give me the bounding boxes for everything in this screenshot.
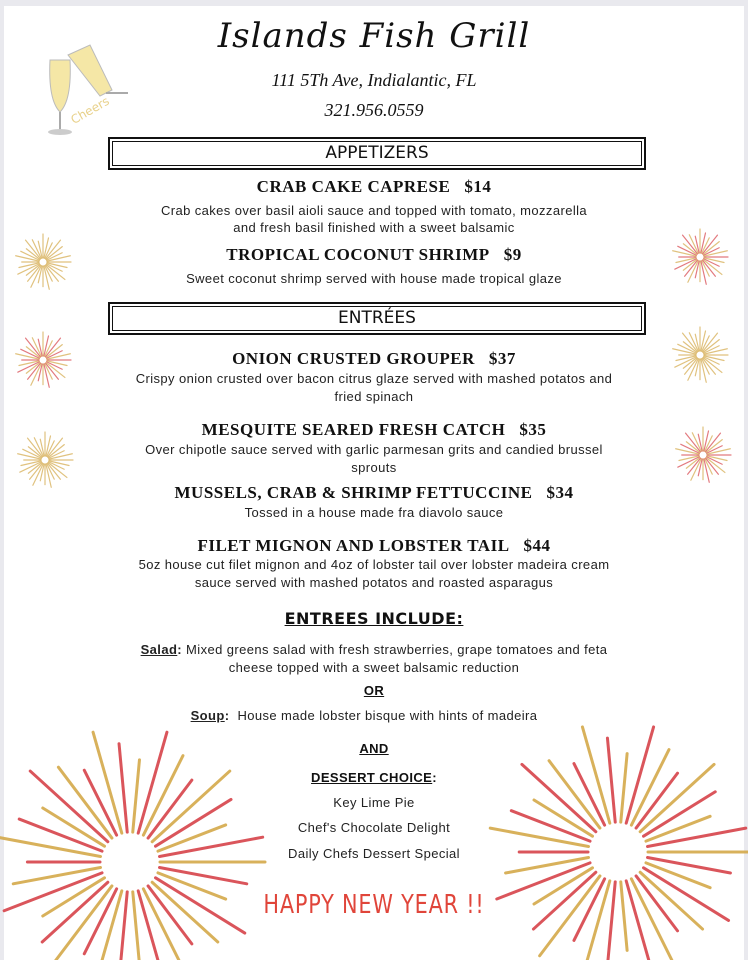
item-name: FILET MIGNON AND LOBSTER TAIL xyxy=(197,536,510,555)
item-price: $34 xyxy=(546,483,574,502)
item-name: MESQUITE SEARED FRESH CATCH xyxy=(201,420,506,439)
dessert-item: Daily Chefs Dessert Special xyxy=(288,846,460,861)
menu-item-title xyxy=(0,536,748,556)
salad-text: Mixed greens salad with fresh strawberries, grape tomatoes and feta xyxy=(186,642,608,657)
address: 111 5Th Ave, Indialantic, FL xyxy=(271,70,477,90)
item-price: $37 xyxy=(488,349,516,368)
menu-item-title xyxy=(0,245,748,265)
and-label: AND xyxy=(359,741,389,756)
item-desc: Crispy onion crusted over bacon citrus glaze served with mashed potatos and xyxy=(135,371,613,386)
menu-item-title xyxy=(0,483,748,503)
salad-line: Salad: Mixed greens salad with fresh strawberries, grape tomatoes and feta xyxy=(140,642,608,657)
item-desc: and fresh basil finished with a sweet balsamic xyxy=(233,220,515,235)
item-desc: sprouts xyxy=(351,460,397,475)
dessert-item: Key Lime Pie xyxy=(333,795,415,810)
item-desc: sauce served with mashed potatos and roasted asparagus xyxy=(194,575,554,590)
menu-item-title xyxy=(0,177,748,197)
item-name: TROPICAL COCONUT SHRIMP xyxy=(226,245,490,264)
restaurant-name: Islands Fish Grill xyxy=(217,16,531,56)
item-desc: 5oz house cut filet mignon and 4oz of lobster tail over lobster madeira cream xyxy=(138,557,610,572)
item-name: CRAB CAKE CAPRESE xyxy=(256,177,451,196)
item-name: ONION CRUSTED GROUPER xyxy=(232,349,475,368)
soup-label: Soup xyxy=(190,708,225,723)
item-price: $44 xyxy=(523,536,551,555)
soup-line: Soup: House made lobster bisque with hints of madeira xyxy=(190,708,538,723)
happy-new-year-text: HAPPY NEW YEAR !! xyxy=(263,890,485,920)
item-price: $35 xyxy=(519,420,547,439)
entrees-heading: ENTRÉES xyxy=(108,302,646,335)
firework-icon xyxy=(490,727,748,960)
menu-item-title xyxy=(0,420,748,440)
item-desc: fried spinach xyxy=(334,389,414,404)
salad-text-2: cheese topped with a sweet balsamic reduction xyxy=(228,660,520,675)
soup-text: House made lobster bisque with hints of madeira xyxy=(237,708,538,723)
dessert-heading-text: DESSERT CHOICE xyxy=(311,770,433,785)
dessert-item: Chef's Chocolate Delight xyxy=(297,820,451,835)
appetizers-heading: APPETIZERS xyxy=(108,137,646,170)
item-price: $9 xyxy=(503,245,522,264)
or-label: OR xyxy=(363,683,385,698)
item-desc: Crab cakes over basil aioli sauce and topped with tomato, mozzarella xyxy=(160,203,588,218)
item-price: $14 xyxy=(464,177,492,196)
phone: 321.956.0559 xyxy=(324,100,424,120)
cheers-text: Cheers xyxy=(68,93,112,127)
menu-item-title xyxy=(0,349,748,369)
item-desc: Over chipotle sauce served with garlic parmesan grits and candied brussel xyxy=(145,442,603,457)
dessert-heading: DESSERT CHOICE: xyxy=(311,770,437,785)
item-desc: Tossed in a house made fra diavolo sauce xyxy=(244,505,504,520)
salad-label: Salad xyxy=(140,642,178,657)
item-name: MUSSELS, CRAB & SHRIMP FETTUCCINE xyxy=(174,483,533,502)
entrees-include-heading: ENTREES INCLUDE: xyxy=(284,609,464,628)
item-desc: Sweet coconut shrimp served with house made tropical glaze xyxy=(186,271,562,286)
